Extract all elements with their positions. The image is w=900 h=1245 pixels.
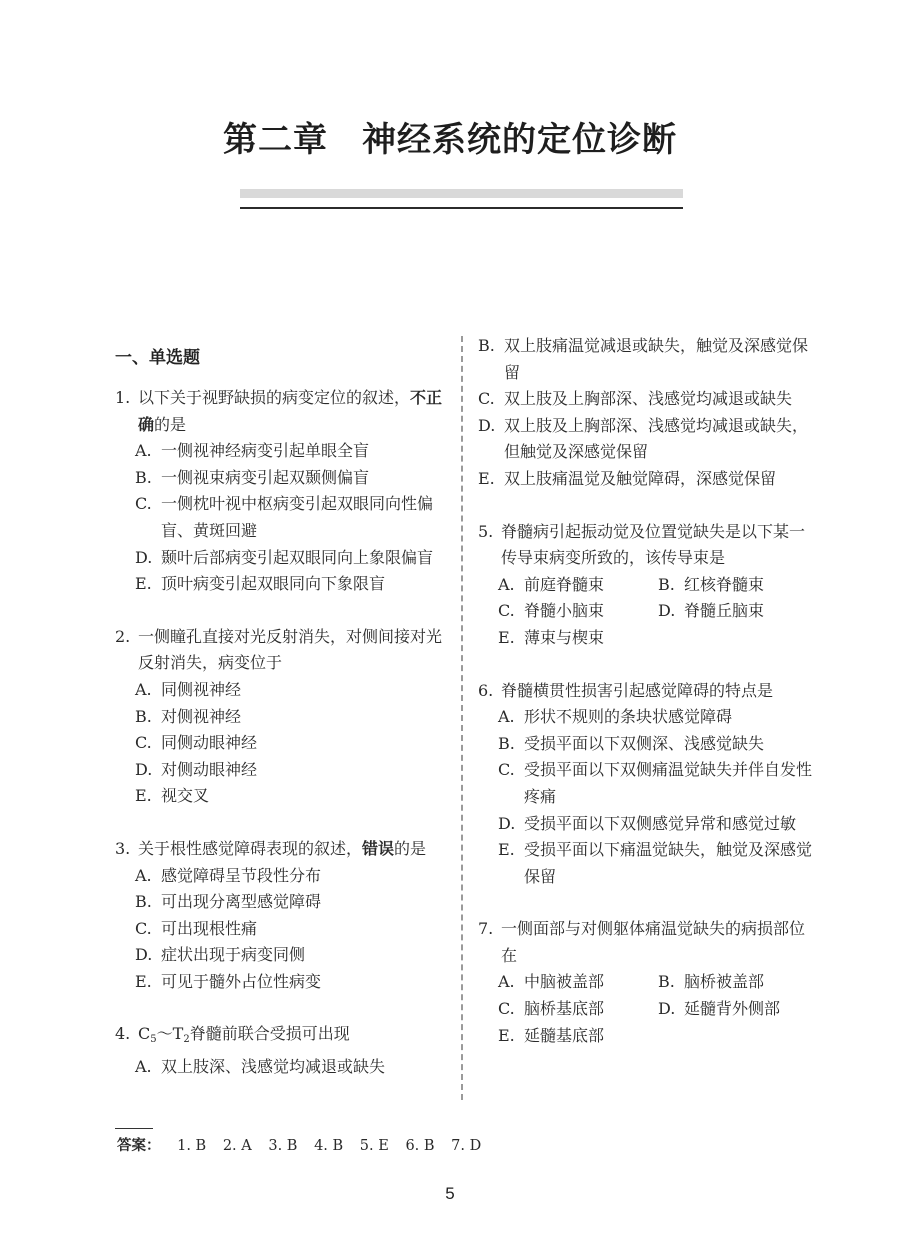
- question-stem: 4. $C_5\sim T_2$脊髓前联合受损可出现: [115, 1021, 450, 1054]
- answer-item: 3. B: [268, 1138, 298, 1154]
- right-column: [478, 333, 818, 1049]
- option-b: B. 双上肢痛温觉减退或缺失，触觉及深感觉保留: [478, 336, 809, 382]
- question-number: 6.: [478, 680, 494, 700]
- option-a: A. 形状不规则的条块状感觉障碍: [498, 707, 733, 727]
- stem-text: 一侧面部与对侧躯体痛温觉缺失的病损部位在: [501, 919, 806, 965]
- question-2: [115, 624, 450, 810]
- question-stem: [478, 916, 818, 969]
- option-c: C. 脑桥基底部: [498, 999, 605, 1019]
- stem-text: 以下关于视野缺损的病变定位的叙述，: [138, 388, 411, 407]
- option-e: E. 双上肢痛温觉及触觉障碍，深感觉保留: [478, 468, 777, 488]
- question-4: [115, 1021, 450, 1080]
- answer-item: 2. A: [222, 1138, 252, 1154]
- title-rule: [240, 207, 683, 209]
- option-c: C. 一侧枕叶视中枢病变引起双眼同向性偏盲、黄斑回避: [135, 494, 434, 540]
- question-5: [478, 519, 818, 652]
- stem-text: 一侧瞳孔直接对光反射消失，对侧间接对光反射消失，病变位于: [138, 626, 443, 673]
- option-e: E. 视交叉: [135, 786, 210, 806]
- page-number: 5: [445, 1184, 455, 1203]
- answer-item: 4. B: [314, 1138, 344, 1154]
- option-c: C. 受损平面以下双侧痛温觉缺失并伴自发性疼痛: [498, 760, 813, 806]
- option-e: E. 薄束与楔束: [498, 627, 605, 647]
- option-d: D. 脊髓丘脑束: [658, 601, 765, 621]
- question-stem: [478, 519, 818, 572]
- option-a: A. 中脑被盖部: [498, 972, 605, 992]
- question-stem: [115, 385, 450, 438]
- option-a: A. 双上肢深、浅感觉均减退或缺失: [135, 1057, 386, 1077]
- option-e: E. 延髓基底部: [498, 1025, 605, 1045]
- option-d: D. 颞叶后部病变引起双眼同向上象限偏盲: [135, 547, 434, 567]
- stem-text: 脊髓前联合受损可出现: [189, 1024, 350, 1044]
- option-b: B. 对侧视神经: [135, 706, 242, 726]
- title-gray-bar: [240, 189, 683, 198]
- option-d: D. 对侧动眼神经: [135, 759, 258, 779]
- option-d: D. 延髓背外侧部: [658, 999, 781, 1019]
- question-number: 4.: [115, 1024, 131, 1044]
- answer-item: 6. B: [405, 1138, 435, 1154]
- answer-key: [117, 1136, 493, 1156]
- question-3: [115, 836, 450, 996]
- stem-text: 关于根性感觉障碍表现的叙述，: [138, 838, 363, 858]
- option-d: D. 双上肢及上胸部深、浅感觉均减退或缺失，但触觉及深感觉保留: [478, 415, 809, 462]
- question-number: 3.: [115, 838, 131, 858]
- option-d: D. 受损平面以下双侧感觉异常和感觉过敏: [498, 813, 797, 833]
- option-e: E. 受损平面以下痛温觉缺失，触觉及深感觉保留: [498, 840, 813, 886]
- option-c: C. 双上肢及上胸部深、浅感觉均减退或缺失: [478, 389, 793, 409]
- option-c: C. 可出现根性痛: [135, 918, 258, 938]
- stem-emphasis: 错误: [362, 838, 395, 858]
- question-7: [478, 916, 818, 1049]
- section-heading: 一、单选题: [115, 348, 200, 368]
- stem-text: 脊髓病引起振动觉及位置觉缺失是以下某一传导束病变所致的，该传导束是: [501, 521, 806, 568]
- option-b: B. 一侧视束病变引起双颞侧偏盲: [135, 467, 370, 487]
- question-4-continued: [478, 333, 818, 493]
- question-number: 7.: [478, 919, 494, 939]
- chapter-label: 第二章: [223, 120, 328, 160]
- question-number: 5.: [478, 521, 494, 541]
- answer-label: 答案：: [117, 1138, 161, 1154]
- question-stem: [115, 624, 450, 677]
- answer-item: 7. D: [451, 1138, 482, 1154]
- question-6: [478, 678, 818, 891]
- option-c: C. 脊髓小脑束: [498, 601, 605, 621]
- left-column: [115, 345, 450, 1081]
- option-a: A. 前庭脊髓束: [498, 574, 605, 594]
- chapter-title: [0, 118, 900, 162]
- option-c: C. 同侧动眼神经: [135, 733, 258, 753]
- stem-tail: 的是: [394, 838, 427, 858]
- stem-emphasis: 不正确: [138, 388, 443, 434]
- question-stem: [478, 678, 818, 705]
- question-number: 1.: [115, 388, 131, 407]
- option-b: B. 可出现分离型感觉障碍: [135, 892, 322, 912]
- question-1: [115, 385, 450, 598]
- option-e: E. 可见于髓外占位性病变: [135, 971, 322, 991]
- stem-tail: 的是: [154, 414, 187, 434]
- answer-item: 1. B: [177, 1138, 207, 1154]
- option-a: A. 同侧视神经: [135, 679, 242, 699]
- question-number: 2.: [115, 626, 131, 646]
- option-b: B. 红核脊髓束: [658, 574, 765, 594]
- option-a: A. 感觉障碍呈节段性分布: [135, 865, 322, 885]
- chapter-name: 神经系统的定位诊断: [362, 120, 677, 160]
- question-stem: [115, 836, 450, 863]
- answer-rule: [115, 1128, 153, 1129]
- option-b: B. 脑桥被盖部: [658, 972, 765, 992]
- option-a: A. 一侧视神经病变引起单眼全盲: [135, 441, 370, 461]
- column-divider: [461, 336, 463, 1100]
- option-b: B. 受损平面以下双侧深、浅感觉缺失: [498, 733, 765, 753]
- answer-item: 5. E: [359, 1138, 389, 1154]
- option-d: D. 症状出现于病变同侧: [135, 945, 306, 965]
- option-e: E. 顶叶病变引起双眼同向下象限盲: [135, 574, 386, 594]
- stem-text: 脊髓横贯性损害引起感觉障碍的特点是: [501, 680, 774, 700]
